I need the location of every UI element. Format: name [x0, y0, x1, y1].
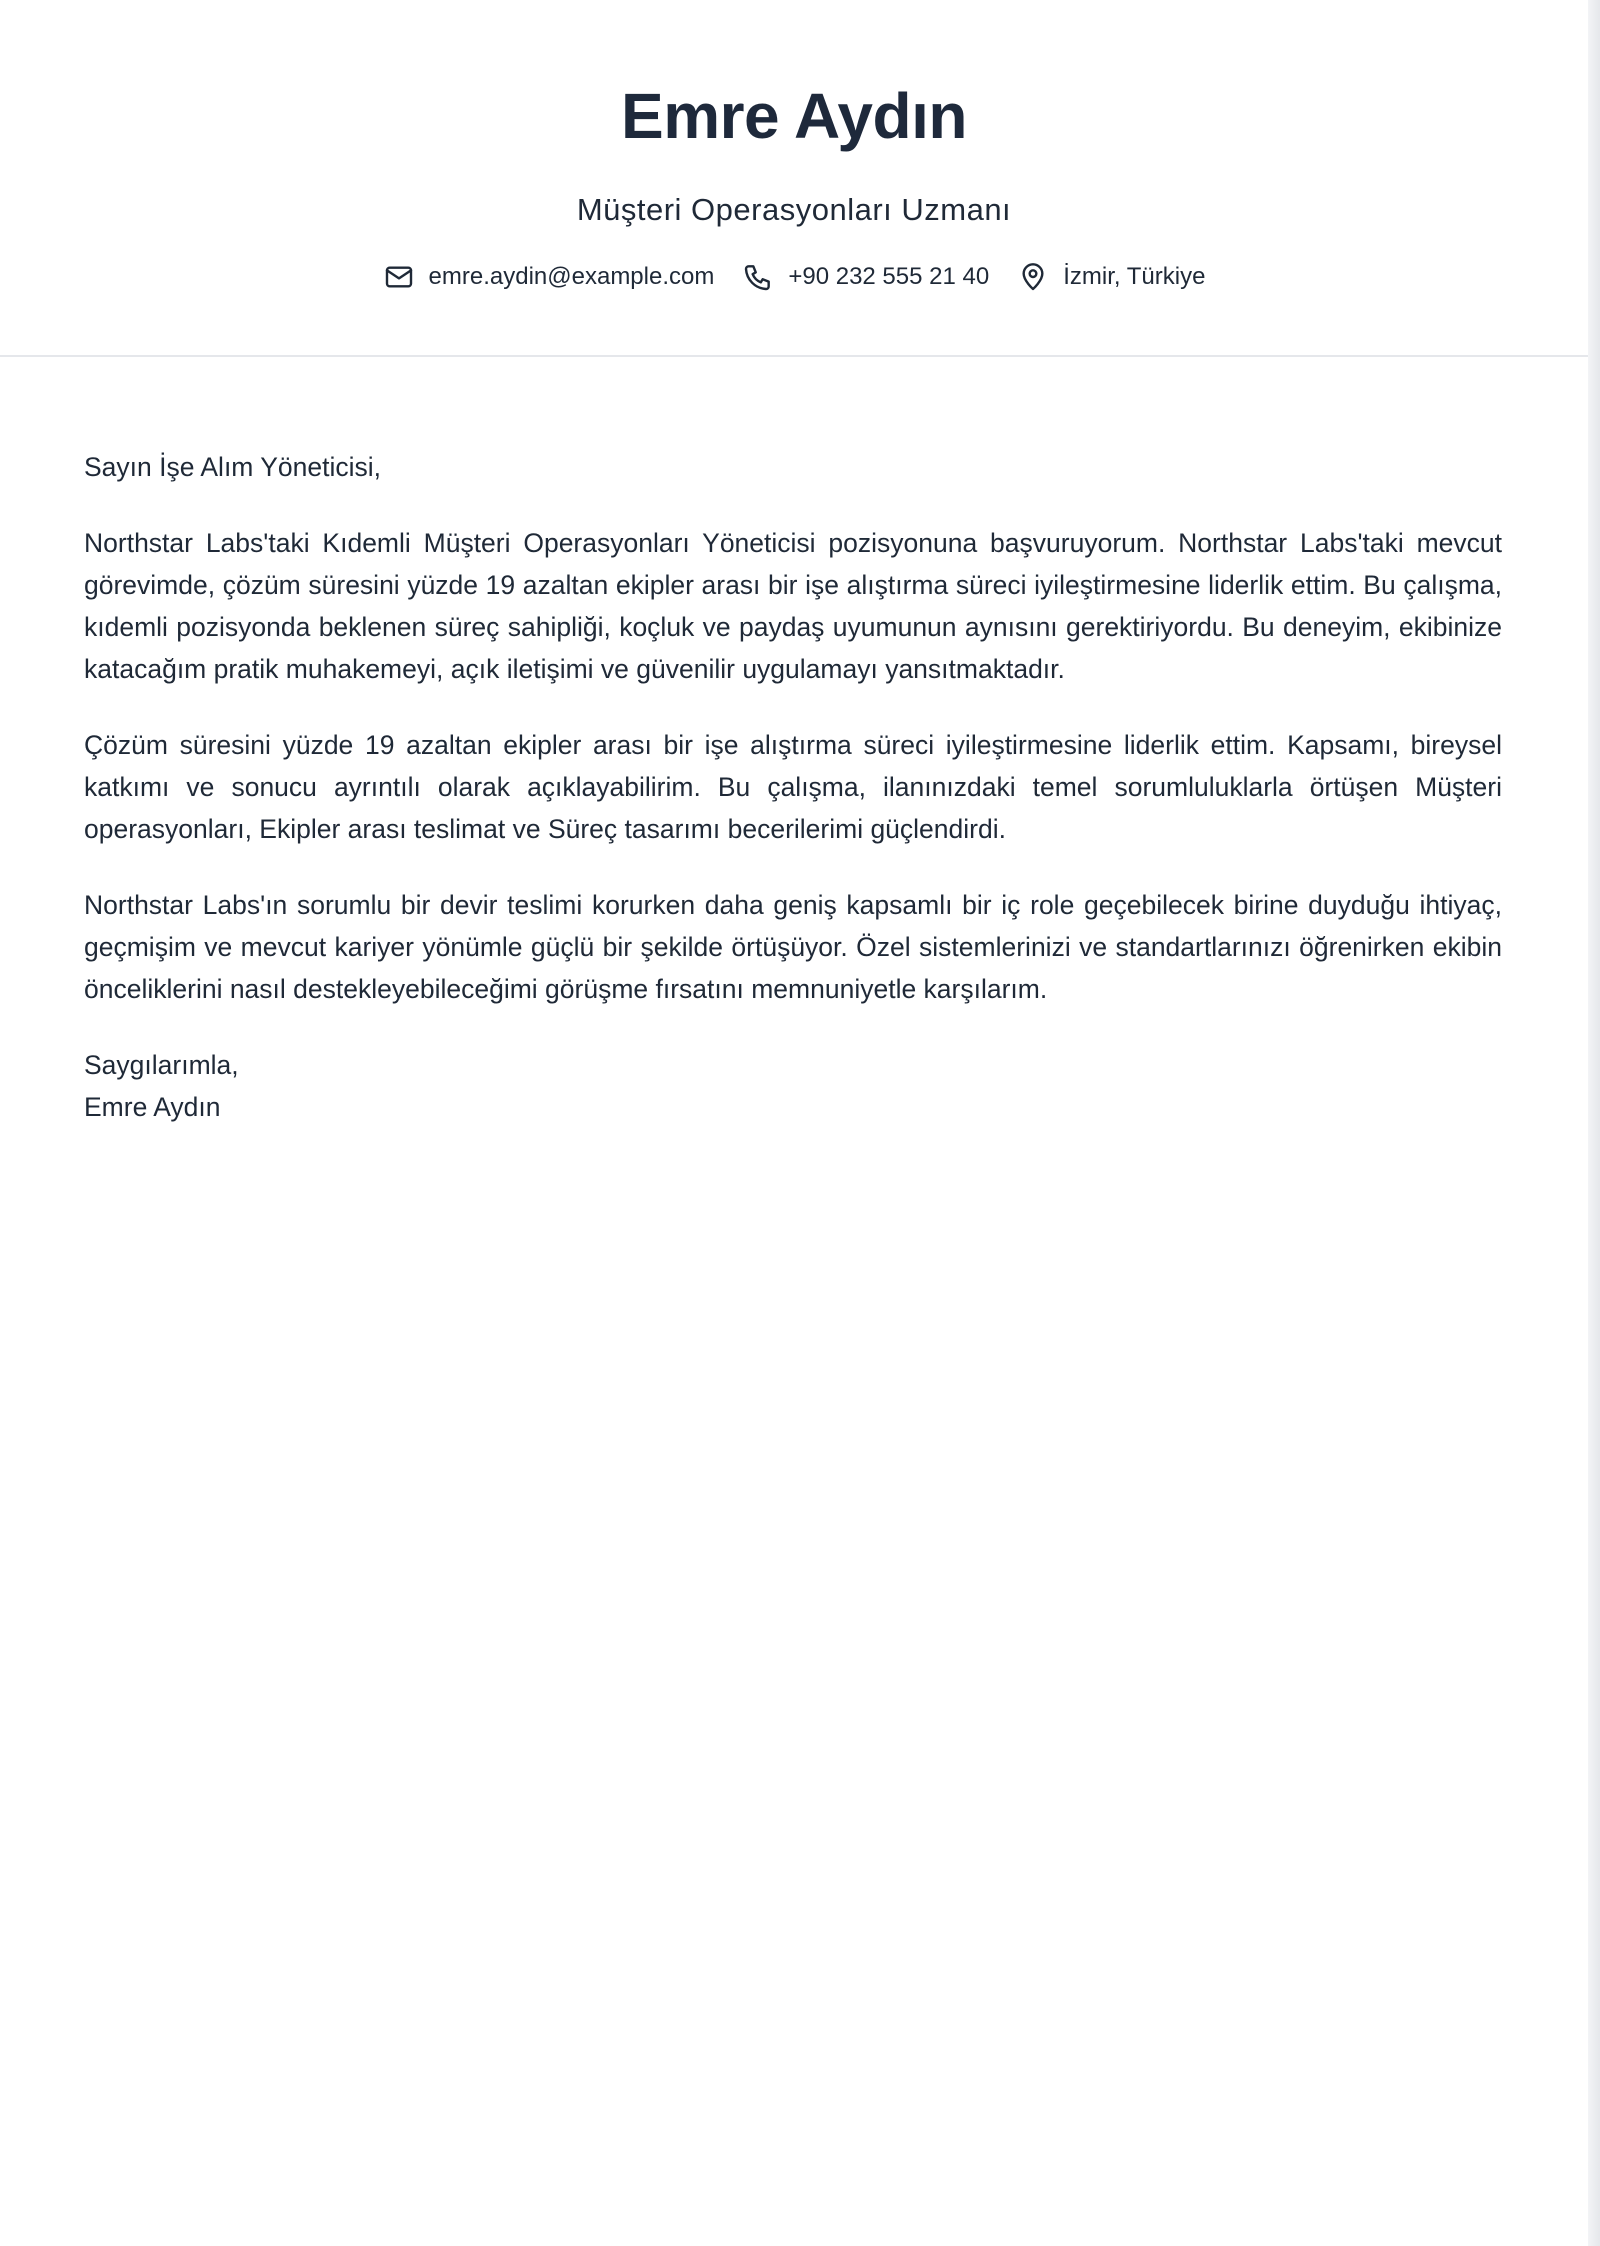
map-pin-icon — [1017, 261, 1049, 293]
letter-header — [0, 0, 1588, 357]
letter-body — [84, 446, 1502, 1128]
letter-paragraph: Northstar Labs'ın sorumlu bir devir teslimi korurken daha geniş kapsamlı bir iç role geçebilecek birine duyduğu ihtiyaç, geçmişim ve mevcut kariyer yönümle güçlü bir şekilde örtüşüyor. Özel sistemlerinizi ve standartlarınızı öğrenirken ekibin önceliklerini nasıl destekleyebileceğimi görüşme fırsatını memnuniyetle karşılarım. — [84, 890, 1502, 1004]
letter-paragraph: Çözüm süresini yüzde 19 azaltan ekipler arası bir işe alıştırma süreci iyileştirmesine liderlik ettim. Kapsamı, bireysel katkımı ve sonucu ayrıntılı olarak açıklayabilirim. Bu çalışma, ilanınızdaki temel sorumluluklarla örtüşen Müşteri operasyonları, Ekipler arası teslimat ve Süreç tasarımı becerilerimi güçlendirdi. — [84, 730, 1502, 844]
contact-info — [0, 260, 1588, 294]
page-edge-shadow — [1588, 0, 1600, 2246]
contact-phone-text[interactable]: +90 232 555 21 40 — [788, 263, 990, 290]
letter-paragraph: Northstar Labs'taki Kıdemli Müşteri Operasyonları Yöneticisi pozisyonuna başvuruyorum. Northstar Labs'taki mevcut görevimde, çözüm süresini yüzde 19 azaltan ekipler arası bir işe alıştırma süreci iyileştirmesine liderlik ettim. Bu çalışma, kıdemli pozisyonda beklenen süreç sahipliği, koçluk ve paydaş uyumunun aynısını gerektiriyordu. Bu deneyim, ekibinize katacağım pratik muhakemeyi, açık iletişimi ve güvenilir uygulamayı yansıtmaktadır. — [84, 528, 1502, 684]
applicant-name: Emre Aydın — [621, 80, 967, 152]
letter-signature: Emre Aydın — [84, 1092, 221, 1122]
contact-phone[interactable] — [742, 260, 989, 294]
mail-icon — [383, 261, 415, 293]
contact-location — [1017, 260, 1205, 294]
contact-email[interactable] — [383, 260, 715, 294]
phone-icon — [742, 261, 774, 293]
letter-greeting: Sayın İşe Alım Yöneticisi, — [84, 452, 382, 482]
letter-closing: Saygılarımla, — [84, 1050, 239, 1080]
contact-location-text: İzmir, Türkiye — [1063, 263, 1206, 290]
contact-email-text[interactable]: emre.aydin@example.com — [428, 263, 715, 290]
applicant-title: Müşteri Operasyonları Uzmanı — [576, 192, 1012, 227]
